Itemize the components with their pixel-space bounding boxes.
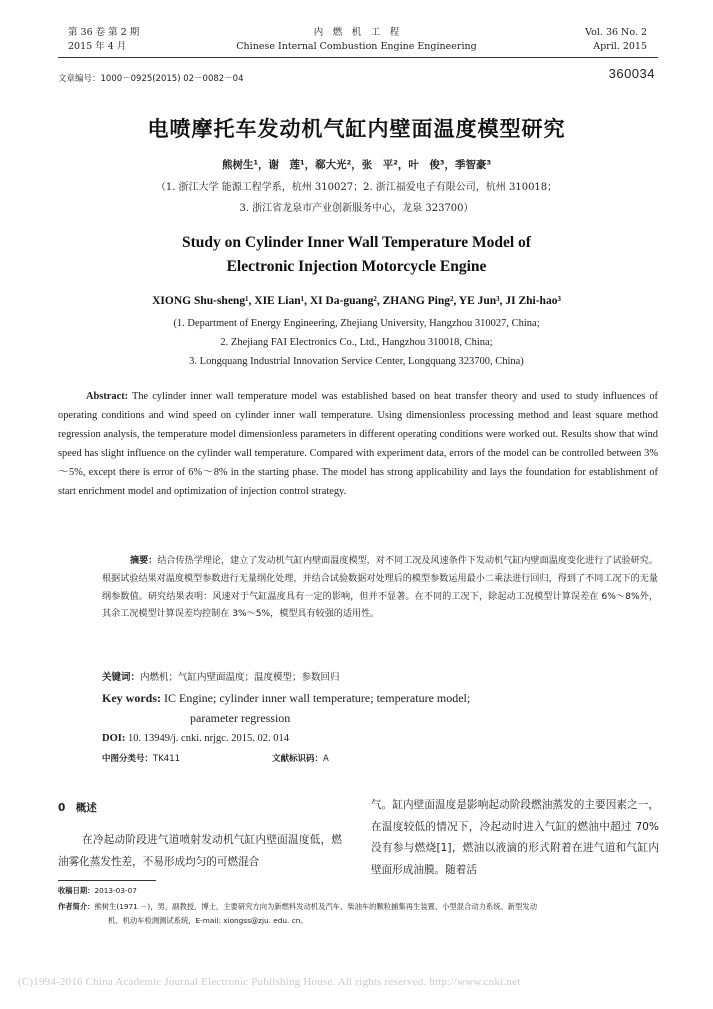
- keywords-cn-label: 关键词：: [102, 672, 141, 683]
- header-vol-no: Vol. 36 No. 2: [585, 27, 647, 38]
- paper-title-en-2: Electronic Injection Motorcycle Engine: [226, 258, 487, 275]
- authors-cn: 熊树生¹，谢 莲¹，郗大光²，张 平²，叶 俊³，季智豪³: [221, 159, 492, 171]
- keywords-cn-text: 内燃机；气缸内壁面温度；温度模型；参数回归: [140, 672, 340, 683]
- header-journal-en: Chinese Internal Combustion Engine Engineering: [236, 41, 477, 52]
- abstract-cn-label: 摘要：: [130, 556, 158, 566]
- doi-label: DOI:: [102, 733, 126, 744]
- body-column-left: 在冷起动阶段进气道喷射发动机气缸内壁面温度低，燃油雾化蒸发性差，不易形成均匀的可燃混合: [58, 834, 342, 868]
- section-heading: 0 概述: [58, 802, 97, 814]
- received-date: 2013-03-07: [94, 886, 137, 895]
- header-journal-cn: 内 燃 机 工 程: [313, 27, 400, 38]
- affiliation-en-3: 3. Longquang Industrial Innovation Service Center, Longquang 323700, China): [189, 356, 524, 367]
- author-bio-line-2: 机、机动车检测测试系统，E-mail: xiongss@zju. edu. cn。: [108, 915, 308, 925]
- abstract-cn: [102, 553, 658, 624]
- keywords-en-line-2: parameter regression: [190, 711, 291, 725]
- affiliation-cn-1: （1. 浙江大学 能源工程学系，杭州 310027；2. 浙江福爱电子有限公司，杭州 310018；: [155, 182, 558, 193]
- authors-en: XIONG Shu-sheng¹, XIE Lian¹, XI Da-guang², ZHANG Ping², YE Jun³, JI Zhi-hao³: [152, 295, 561, 307]
- abstract-en-label: Abstract:: [86, 391, 129, 402]
- footnote-received: [58, 884, 662, 898]
- classification-value: TK411: [153, 754, 181, 764]
- doi-value: 10. 13949/j. cnki. nrjgc. 2015. 02. 014: [125, 733, 289, 744]
- author-bio-label: 作者简介：: [58, 902, 95, 911]
- document-code-label: 文献标识码：: [272, 754, 324, 764]
- classification-number: [102, 752, 180, 764]
- received-label: 收稿日期：: [58, 886, 95, 895]
- body-column-right: 气。缸内壁面温度是影响起动阶段燃油蒸发的主要因素之一，在温度较低的情况下，冷起动时进入气缸的燃油中超过 70%没有参与燃烧[1]，燃油以液滴的形式附着在进气道和气缸内壁面形成油膜。随着活: [371, 799, 659, 876]
- keywords-en: [102, 688, 662, 728]
- affiliation-cn-2: 3. 浙江省龙泉市产业创新服务中心，龙泉 323700）: [239, 203, 474, 214]
- abstract-en-text: The cylinder inner wall temperature model was established based on heat transfer theory and used to study influences of operating conditions and wind speed on cylinder inner wall temperature. Using dimensionless processing method and least square method regression analysis, the temperature model dimensionless parameters in different operating conditions were worked out. Results show that wind speed has slight influence on the cylinder wall temperature. Compared with experiment data, errors of the model can be controlled between 3%～5%, except there is error of 6%～8% in the starting phase. The model has strong applicability and lays the foundation for establishment of start enrichment model and optimization of injection control strategy.: [58, 391, 658, 497]
- classification-label: 中图分类号：: [102, 754, 154, 764]
- copyright-watermark: (C)1994-2016 China Academic Journal Electronic Publishing House. All rights reserved. http://www.cnki.net: [18, 976, 521, 988]
- keywords-cn: [102, 669, 340, 683]
- header-date-en: April. 2015: [593, 41, 647, 52]
- author-bio-line-1: 熊树生(1971 －)，男，副教授，博士，主要研究方向为新燃料发动机及汽车、柴油车的颗粒捕集再生装置、小型混合动力系统、新型发动: [94, 902, 537, 911]
- article-code: 360034: [608, 66, 655, 81]
- doi: [102, 733, 289, 744]
- header-vol-en: [585, 26, 647, 54]
- footnote-divider: [58, 880, 156, 881]
- header-volume-issue: 第 36 卷 第 2 期: [68, 27, 140, 38]
- abstract-en: [58, 388, 658, 501]
- keywords-en-label: Key words:: [102, 691, 161, 705]
- header-divider: [58, 57, 658, 58]
- footnote-author: [58, 900, 662, 927]
- paper-title-cn: 电喷摩托车发动机气缸内壁面温度模型研究: [147, 117, 566, 141]
- affiliation-en-2: 2. Zhejiang FAI Electronics Co., Ltd., Hangzhou 310018, China;: [220, 337, 493, 348]
- article-number: 文章编号：1000－0925(2015) 02－0082－04: [58, 74, 244, 84]
- abstract-cn-text: 结合传热学理论，建立了发动机气缸内壁面温度模型，对不同工况及风速条件下发动机气缸内壁面温度变化进行了试验研究。根据试验结果对温度模型参数进行无量纲化处理，并结合试验数据对处理后的模型参数运用最小二乘法进行回归，得到了不同工况下的无量纲参数值。研究结果表明：风速对于气缸温度具有一定的影响，但并不显著。在不同的工况下，除起动工况模型计算误差在 6%～8%外，其余工况模型计算误差均控制在 3%～5%，模型具有较强的适用性。: [102, 556, 658, 620]
- paper-title-en-1: Study on Cylinder Inner Wall Temperature Model of: [182, 234, 531, 251]
- keywords-en-line-1: IC Engine; cylinder inner wall temperature; temperature model;: [161, 691, 471, 705]
- document-code: [272, 752, 329, 764]
- affiliation-en-1: (1. Department of Energy Engineering, Zhejiang University, Hangzhou 310027, China;: [173, 318, 540, 329]
- document-code-value: A: [323, 754, 329, 764]
- header-date-cn: 2015 年 4 月: [68, 41, 127, 52]
